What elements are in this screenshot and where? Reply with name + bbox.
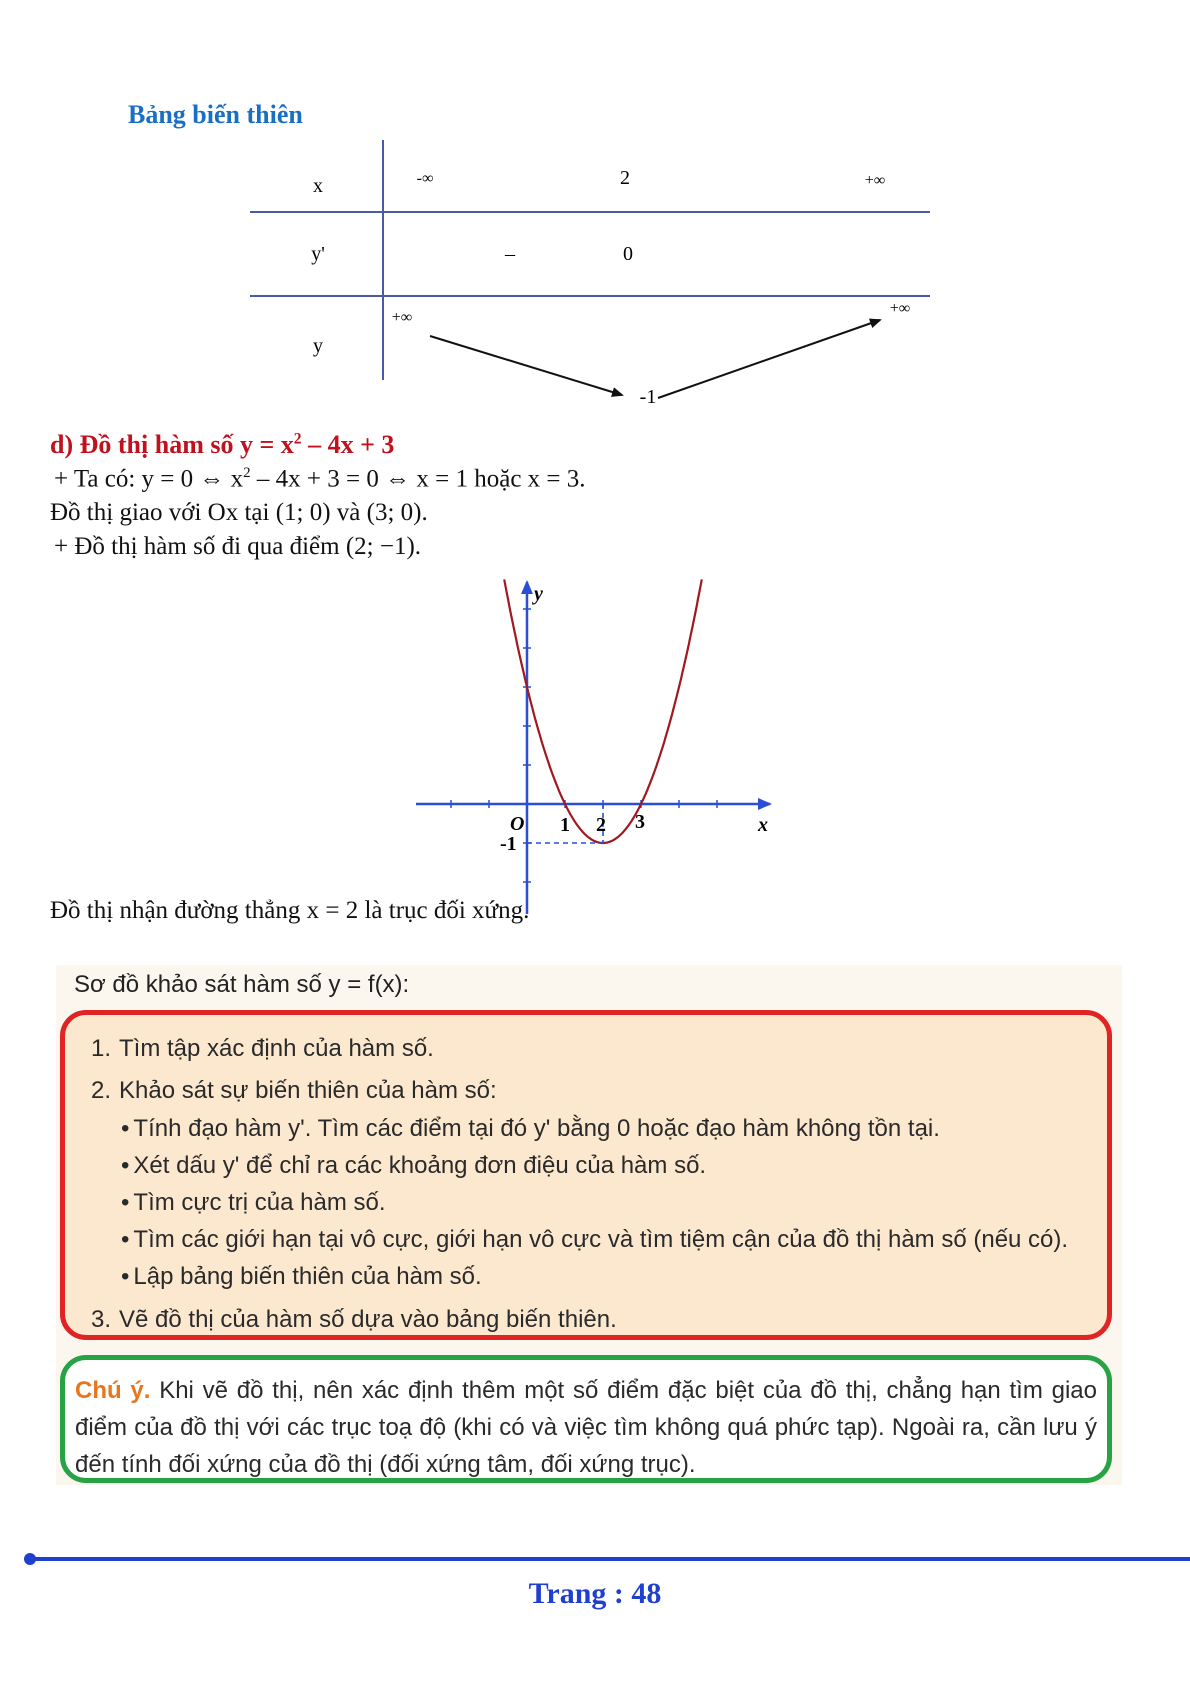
bullet-dot: • bbox=[121, 1152, 130, 1179]
bullet-1 bbox=[121, 1115, 940, 1143]
tick-label-3: 3 bbox=[635, 811, 645, 833]
bullet-dot: • bbox=[121, 1115, 130, 1142]
y-value-min: -1 bbox=[639, 386, 657, 408]
y-prime-sign: – bbox=[505, 243, 515, 265]
decreasing-arrow bbox=[430, 336, 622, 395]
steps-box bbox=[60, 1010, 1112, 1340]
bullet-text: Xét dấu y' để chỉ ra các khoảng đơn điệu của hàm số. bbox=[133, 1152, 707, 1179]
note-label: Chú ý. bbox=[75, 1377, 151, 1404]
roots-line-exponent: 2 bbox=[243, 465, 251, 481]
step-3 bbox=[91, 1306, 617, 1334]
roots-line-a: + Ta có: y = 0 ⇔ x bbox=[54, 465, 244, 493]
y-value-end: +∞ bbox=[889, 300, 911, 317]
increasing-arrow bbox=[658, 320, 880, 398]
bullet-3 bbox=[121, 1189, 386, 1217]
x-value-pos-inf: +∞ bbox=[864, 172, 886, 189]
heading-prefix: d) Đồ thị hàm số y = x bbox=[50, 430, 294, 459]
parabola-graph bbox=[410, 578, 780, 918]
summary-panel bbox=[56, 965, 1122, 1485]
origin-label: O bbox=[510, 813, 525, 835]
y-value-start: +∞ bbox=[391, 309, 413, 326]
bullet-dot: • bbox=[121, 1226, 130, 1253]
step-text: Tìm tập xác định của hàm số. bbox=[119, 1035, 434, 1062]
axis-ticks bbox=[451, 609, 717, 882]
x-value-neg-inf: -∞ bbox=[416, 170, 434, 187]
bullet-4 bbox=[121, 1226, 1068, 1254]
bullet-5 bbox=[121, 1263, 482, 1291]
tick-label-2: 2 bbox=[596, 814, 606, 836]
step-number: 3. bbox=[91, 1306, 112, 1333]
row-label-y: y bbox=[313, 335, 323, 357]
tick-label-1: 1 bbox=[560, 814, 570, 836]
y-prime-zero: 0 bbox=[623, 243, 633, 265]
bullet-dot: • bbox=[121, 1263, 130, 1290]
x-value-2: 2 bbox=[620, 167, 630, 189]
section-title: Bảng biến thiên bbox=[128, 100, 303, 129]
step-number: 2. bbox=[91, 1077, 112, 1104]
variation-table bbox=[250, 140, 940, 420]
note-text: Khi vẽ đồ thị, nên xác định thêm một số điểm đặc biệt của đồ thị, chẳng hạn tìm giao điểm của đồ thị với các trục toạ độ (khi có và việc tìm không quá phức tạp). Ngoài ra, cần lưu ý đến tính đối xứng của đồ thị (đối xứng tâm, đối xứng trục). bbox=[75, 1377, 1097, 1478]
part-d-heading bbox=[50, 430, 394, 460]
row-label-y-prime: y' bbox=[311, 243, 325, 265]
page-number: Trang : 48 bbox=[528, 1577, 662, 1610]
footer-rule bbox=[24, 1553, 1190, 1565]
min-value-label: -1 bbox=[500, 833, 517, 855]
step-text: Khảo sát sự biến thiên của hàm số: bbox=[119, 1077, 497, 1104]
row-label-x: x bbox=[313, 175, 323, 197]
vertex-line: + Đồ thị hàm số đi qua điểm (2; −1). bbox=[54, 533, 422, 560]
roots-line bbox=[54, 465, 586, 493]
intersection-line: Đồ thị giao với Ox tại (1; 0) và (3; 0). bbox=[50, 499, 428, 526]
bullet-dot: • bbox=[121, 1189, 130, 1216]
roots-line-b: – 4x + 3 = 0 ⇔ x = 1 hoặc x = 3. bbox=[250, 465, 586, 493]
bullet-text: Tính đạo hàm y'. Tìm các điểm tại đó y' bằng 0 hoặc đạo hàm không tồn tại. bbox=[133, 1115, 940, 1142]
bullet-text: Lập bảng biến thiên của hàm số. bbox=[133, 1263, 482, 1290]
symmetry-line: Đồ thị nhận đường thẳng x = 2 là trục đối xứng. bbox=[50, 897, 530, 924]
step-text: Vẽ đồ thị của hàm số dựa vào bảng biến thiên. bbox=[119, 1306, 617, 1333]
y-axis-label: y bbox=[534, 583, 543, 605]
heading-exponent: 2 bbox=[293, 430, 302, 448]
heading-suffix: – 4x + 3 bbox=[301, 430, 395, 459]
step-number: 1. bbox=[91, 1035, 112, 1062]
summary-title: Sơ đồ khảo sát hàm số y = f(x): bbox=[74, 971, 410, 998]
x-axis-label: x bbox=[758, 814, 768, 836]
note-box bbox=[60, 1355, 1112, 1483]
bullet-text: Tìm cực trị của hàm số. bbox=[133, 1189, 386, 1216]
bullet-2 bbox=[121, 1152, 706, 1180]
bullet-text: Tìm các giới hạn tại vô cực, giới hạn vô cực và tìm tiệm cận của đồ thị hàm số (nếu có). bbox=[133, 1226, 1069, 1253]
step-2 bbox=[91, 1077, 497, 1105]
step-1 bbox=[91, 1035, 434, 1063]
